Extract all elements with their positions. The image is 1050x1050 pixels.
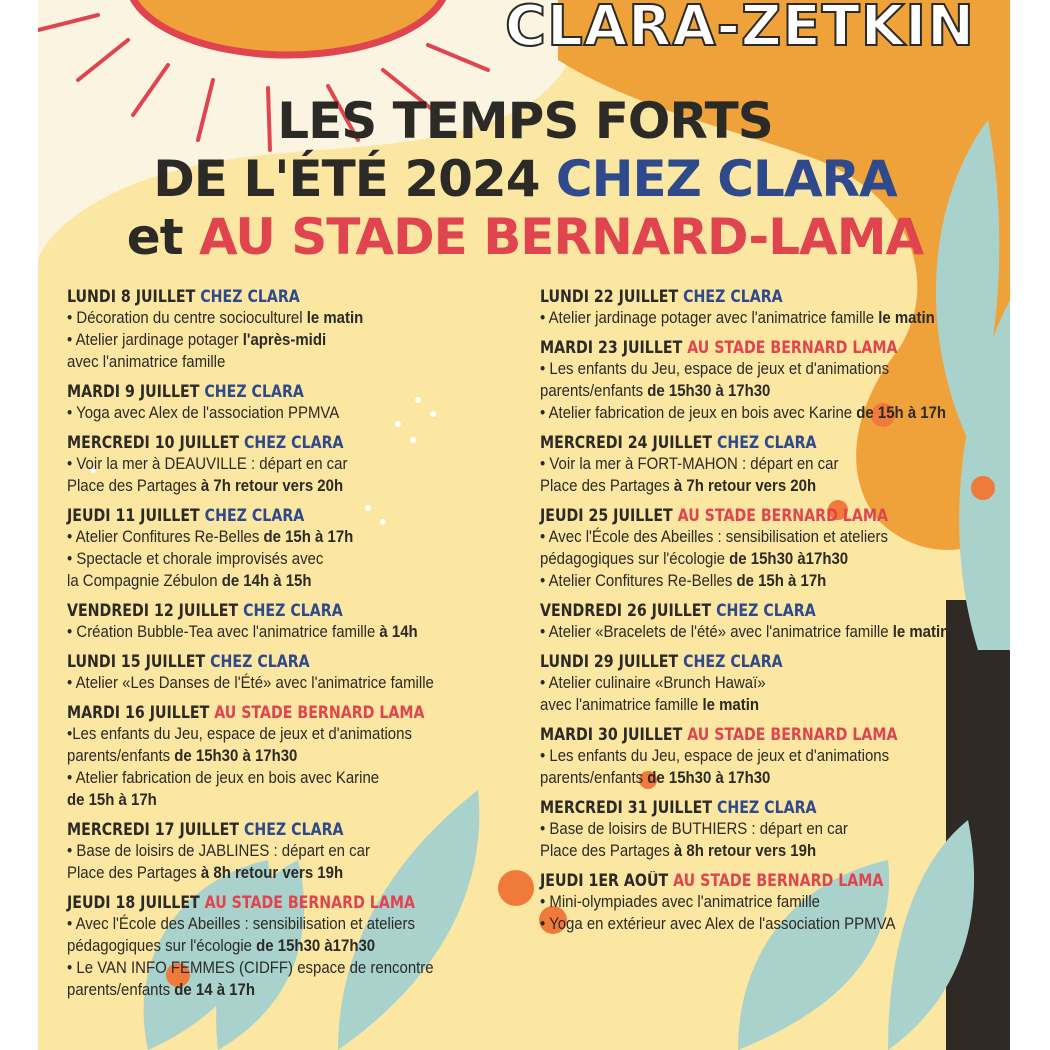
event-location: AU STADE BERNARD LAMA — [673, 871, 884, 890]
event-block — [540, 724, 1000, 789]
poster — [38, 0, 1010, 1050]
event-location: CHEZ CLARA — [243, 433, 344, 452]
event-block — [67, 702, 507, 811]
event-item-time: de 15h30 à17h30 — [729, 549, 849, 568]
event-item — [67, 767, 454, 789]
event-block — [67, 381, 507, 424]
event-item-time: de 15h à 17h — [856, 403, 947, 422]
event-item — [540, 694, 945, 716]
event-date: LUNDI 22 JUILLET — [540, 287, 684, 306]
event-item-text: avec l'animatrice famille — [540, 695, 703, 714]
event-item-text: • Mini-olympiades avec l'animatrice famille — [540, 892, 820, 911]
event-item — [67, 307, 454, 329]
event-item-time: le matin — [306, 308, 364, 327]
event-block — [67, 505, 507, 592]
event-location: AU STADE BERNARD LAMA — [214, 703, 425, 722]
event-item-time: le matin — [892, 622, 950, 641]
brand-title: CLARA-ZETKIN — [505, 0, 975, 59]
event-block — [540, 797, 1000, 862]
event-item — [67, 979, 454, 1001]
event-item-text: • Atelier fabrication de jeux en bois avec Karine — [67, 768, 380, 787]
event-item — [540, 891, 945, 913]
event-item — [540, 475, 945, 497]
event-item — [540, 840, 945, 862]
event-location: AU STADE BERNARD LAMA — [204, 893, 415, 912]
event-item-text: pédagogiques sur l'écologie — [67, 936, 257, 955]
event-item — [67, 621, 454, 643]
event-item-text: • Atelier Confitures Re-Belles — [67, 527, 264, 546]
event-item — [540, 621, 950, 643]
event-item — [67, 957, 454, 979]
event-date-line — [67, 702, 445, 723]
left-column — [67, 286, 507, 1009]
event-item-time: le matin — [702, 695, 760, 714]
event-location: CHEZ CLARA — [716, 798, 817, 817]
event-item — [67, 672, 454, 694]
event-item — [67, 548, 454, 570]
event-block — [67, 651, 507, 694]
event-item-text: • Décoration du centre socioculturel — [67, 308, 307, 327]
event-item-text: • Voir la mer à DEAUVILLE : départ en car — [67, 454, 348, 473]
event-item-time: à 8h retour vers 19h — [200, 863, 344, 882]
event-item-time: de 15h à 17h — [67, 790, 157, 809]
event-block — [67, 600, 507, 643]
event-date: MERCREDI 31 JUILLET — [540, 798, 717, 817]
headline-line3-main: et — [126, 208, 200, 266]
event-item-text: • Les enfants du Jeu, espace de jeux et d'animations — [540, 746, 890, 765]
event-item-time: de 15h30 à 17h30 — [647, 381, 771, 400]
event-item — [540, 570, 945, 592]
event-location: CHEZ CLARA — [210, 652, 310, 671]
event-item — [540, 548, 945, 570]
headline-chez-clara: CHEZ CLARA — [555, 150, 897, 208]
event-location: CHEZ CLARA — [204, 506, 305, 525]
event-item-text: • Avec l'École des Abeilles : sensibilisation et ateliers — [67, 914, 415, 933]
event-date: VENDREDI 26 JUILLET — [540, 601, 717, 620]
event-location: CHEZ CLARA — [243, 820, 344, 839]
event-item-text: Place des Partages — [540, 841, 674, 860]
event-item-time: à 7h retour vers 20h — [673, 476, 817, 495]
event-item — [540, 526, 945, 548]
event-date-line — [540, 797, 936, 818]
event-date-line — [540, 337, 936, 358]
event-item-text: • Atelier Confitures Re-Belles — [540, 571, 737, 590]
event-date: JEUDI 25 JUILLET — [540, 506, 678, 525]
event-item-text: • Avec l'École des Abeilles : sensibilisation et ateliers — [540, 527, 888, 546]
event-item-time: de 15h à 17h — [736, 571, 827, 590]
event-date-line — [540, 724, 936, 745]
event-item — [540, 745, 945, 767]
event-item-text: parents/enfants — [67, 980, 175, 999]
event-date-line — [67, 600, 445, 621]
event-date-line — [540, 651, 936, 672]
event-item-text: • Voir la mer à FORT-MAHON : départ en car — [540, 454, 839, 473]
event-block — [540, 651, 1000, 716]
event-item-text: parents/enfants — [540, 381, 648, 400]
event-item-text: Place des Partages — [540, 476, 674, 495]
event-location: CHEZ CLARA — [243, 601, 343, 620]
event-item — [67, 723, 454, 745]
event-item — [67, 745, 454, 767]
event-date-line — [540, 870, 936, 891]
event-item-text: • Atelier «Bracelets de l'été» avec l'animatrice famille — [540, 622, 893, 641]
event-location: CHEZ CLARA — [716, 601, 816, 620]
event-date: MERCREDI 17 JUILLET — [67, 820, 244, 839]
event-date-line — [67, 892, 445, 913]
event-item-time: de 15h à 17h — [263, 527, 354, 546]
event-item-time: de 14h à 15h — [221, 571, 312, 590]
event-date-line — [540, 600, 936, 621]
event-item — [67, 351, 454, 373]
event-item — [67, 453, 454, 475]
event-item-time: à 8h retour vers 19h — [673, 841, 817, 860]
event-date: JEUDI 18 JUILLET — [67, 893, 205, 912]
event-date: MARDI 23 JUILLET — [540, 338, 688, 357]
event-item-text: pédagogiques sur l'écologie — [540, 549, 730, 568]
event-item-text: • Base de loisirs de BUTHIERS : départ en car — [540, 819, 848, 838]
event-date-line — [67, 505, 445, 526]
event-item — [540, 818, 945, 840]
event-date: LUNDI 15 JUILLET — [67, 652, 211, 671]
event-block — [67, 286, 507, 373]
event-item-text: avec l'animatrice famille — [67, 352, 226, 371]
event-item-text: • Création Bubble-Tea avec l'animatrice famille — [67, 622, 380, 641]
event-block — [540, 432, 1000, 497]
event-date-line — [540, 286, 936, 307]
event-date: JEUDI 11 JUILLET — [67, 506, 205, 525]
event-block — [540, 870, 1000, 935]
event-item-text: • Atelier jardinage potager avec l'animatrice famille — [540, 308, 879, 327]
event-date: MERCREDI 24 JUILLET — [540, 433, 717, 452]
event-item-time: de 14 à 17h — [174, 980, 255, 999]
event-date: MARDI 9 JUILLET — [67, 382, 205, 401]
event-item — [540, 453, 945, 475]
event-item-time: de 15h30 à 17h30 — [174, 746, 298, 765]
event-date: JEUDI 1ER AOÛT — [540, 871, 674, 890]
event-item — [540, 307, 945, 329]
event-item — [67, 475, 454, 497]
event-item — [67, 789, 454, 811]
event-item-text: • Atelier culinaire «Brunch Hawaï» — [540, 673, 766, 692]
event-item-time: à 14h — [379, 622, 418, 641]
event-item-text: la Compagnie Zébulon — [67, 571, 222, 590]
event-location: CHEZ CLARA — [204, 382, 304, 401]
right-column — [540, 286, 1000, 943]
event-item — [540, 402, 945, 424]
event-location: CHEZ CLARA — [716, 433, 817, 452]
event-block — [540, 337, 1000, 424]
headline-line3 — [38, 208, 1010, 266]
event-location: AU STADE BERNARD LAMA — [677, 506, 888, 525]
event-item-text: • Les enfants du Jeu, espace de jeux et d'animations — [540, 359, 890, 378]
event-item-text: • Spectacle et chorale improvisés avec — [67, 549, 324, 568]
event-item-time: à 7h retour vers 20h — [200, 476, 344, 495]
event-location: CHEZ CLARA — [200, 287, 300, 306]
event-item — [540, 767, 945, 789]
event-location: AU STADE BERNARD LAMA — [687, 725, 898, 744]
event-date: VENDREDI 12 JUILLET — [67, 601, 244, 620]
event-item — [67, 526, 454, 548]
event-item — [540, 672, 945, 694]
event-item — [67, 570, 454, 592]
event-item-text: parents/enfants — [540, 768, 648, 787]
headline-line2 — [38, 150, 1010, 208]
event-block — [540, 286, 1000, 329]
event-item-text: parents/enfants — [67, 746, 175, 765]
event-date-line — [67, 651, 445, 672]
headline-stade: AU STADE BERNARD-LAMA — [199, 208, 924, 266]
event-item-text: • Atelier jardinage potager — [67, 330, 243, 349]
event-date: LUNDI 8 JUILLET — [67, 287, 201, 306]
event-location: CHEZ CLARA — [683, 652, 783, 671]
event-item — [540, 358, 945, 380]
event-item — [67, 329, 454, 351]
brand-header — [38, 0, 1010, 60]
event-block — [540, 505, 1000, 592]
event-date-line — [67, 819, 445, 840]
event-item-text: • Base de loisirs de JABLINES : départ en car — [67, 841, 370, 860]
headline-line1: LES TEMPS FORTS — [277, 92, 773, 150]
event-date-line — [540, 505, 936, 526]
event-date: MERCREDI 10 JUILLET — [67, 433, 244, 452]
event-item-time: de 15h30 à17h30 — [256, 936, 376, 955]
event-item-time: l'après-midi — [242, 330, 327, 349]
event-item-text: • Atelier fabrication de jeux en bois avec Karine — [540, 403, 857, 422]
event-item — [67, 935, 454, 957]
event-item — [67, 840, 454, 862]
event-item-text: • Yoga avec Alex de l'association PPMVA — [67, 403, 340, 422]
event-item-text: Place des Partages — [67, 863, 201, 882]
event-date-line — [67, 286, 445, 307]
event-date: MARDI 30 JUILLET — [540, 725, 688, 744]
event-item — [67, 913, 454, 935]
event-item — [67, 862, 454, 884]
event-item-time: de 15h30 à 17h30 — [647, 768, 771, 787]
event-item-time: le matin — [878, 308, 935, 327]
event-date: LUNDI 29 JUILLET — [540, 652, 684, 671]
event-block — [67, 892, 507, 1001]
event-date-line — [67, 432, 445, 453]
event-item-text: • Atelier «Les Danses de l'Été» avec l'animatrice famille — [67, 673, 434, 692]
event-block — [67, 432, 507, 497]
event-item-text: •Les enfants du Jeu, espace de jeux et d'animations — [67, 724, 412, 743]
event-block — [540, 600, 1000, 643]
event-date-line — [540, 432, 936, 453]
event-item-text: Place des Partages — [67, 476, 201, 495]
event-location: CHEZ CLARA — [683, 287, 783, 306]
event-item — [540, 380, 945, 402]
event-block — [67, 819, 507, 884]
event-date-line — [67, 381, 445, 402]
event-location: AU STADE BERNARD LAMA — [687, 338, 898, 357]
event-item-text: • Yoga en extérieur avec Alex de l'association PPMVA — [540, 914, 896, 933]
event-date: MARDI 16 JUILLET — [67, 703, 215, 722]
event-item — [67, 402, 454, 424]
headline-line2-main: DE L'ÉTÉ 2024 — [153, 150, 556, 208]
event-item — [540, 913, 945, 935]
event-item-text: • Le VAN INFO FEMMES (CIDFF) espace de rencontre — [67, 958, 434, 977]
